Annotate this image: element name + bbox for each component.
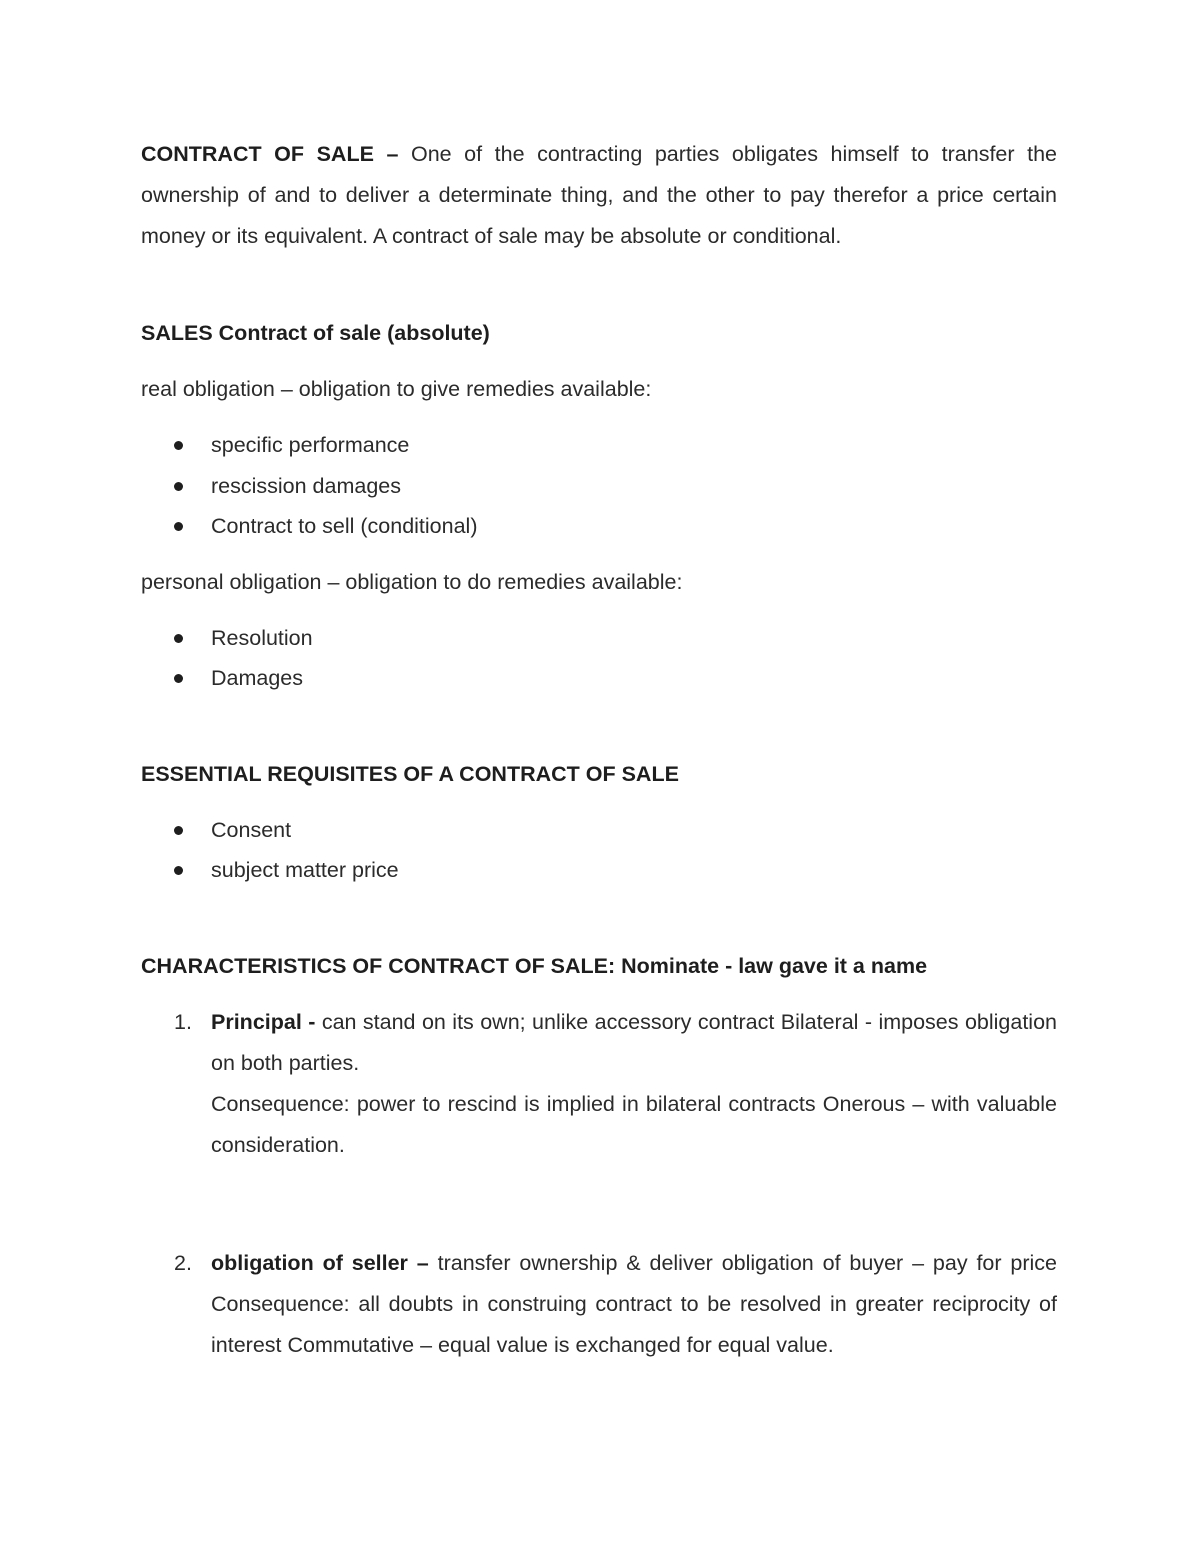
list-item: Consent (141, 810, 1057, 851)
bullet-icon (174, 866, 183, 875)
intro-definition: One of the contracting parties obligates himself to transfer the ownership of and to deliver a determinate thing, and the other to pay therefor a price certain money or its equivalent. A contract of sale may be absolute or conditional. (141, 142, 1057, 248)
real-obligation-line: real obligation – obligation to give remedies available: (141, 377, 652, 401)
item-term: obligation of seller – (211, 1250, 429, 1275)
list-number: 2. (174, 1250, 192, 1275)
bullet-icon (174, 522, 183, 531)
list-item (141, 1243, 1057, 1366)
personal-remedies-list (141, 618, 1057, 699)
sales-heading: SALES Contract of sale (absolute) (141, 321, 490, 345)
list-item: Resolution (141, 618, 1057, 659)
intro-term: CONTRACT OF SALE – (141, 142, 399, 166)
item-term: Principal - (211, 1009, 316, 1034)
real-remedies-list (141, 425, 1057, 547)
bullet-icon (174, 441, 183, 450)
requisites-heading: ESSENTIAL REQUISITES OF A CONTRACT OF SALE (141, 761, 679, 786)
characteristics-heading: CHARACTERISTICS OF CONTRACT OF SALE: Nominate - law gave it a name (141, 953, 928, 978)
list-item: specific performance (141, 425, 1057, 466)
bullet-icon (174, 482, 183, 491)
characteristics-list (141, 1002, 1057, 1366)
bullet-icon (174, 674, 183, 683)
list-item: subject matter price (141, 850, 1057, 891)
list-item (141, 1002, 1057, 1166)
list-item: rescission damages (141, 466, 1057, 507)
bullet-icon (174, 826, 183, 835)
item-text: can stand on its own; unlike accessory contract Bilateral - imposes obligation on both parties. (211, 1009, 1057, 1075)
bullet-icon (174, 634, 183, 643)
personal-obligation-line: personal obligation – obligation to do remedies available: (141, 569, 683, 594)
intro-paragraph (141, 134, 1057, 257)
list-item: Damages (141, 658, 1057, 699)
document-page (141, 134, 1057, 1366)
requisites-list (141, 810, 1057, 891)
item-consequence: Consequence: power to rescind is implied in bilateral contracts Onerous – with valuable consideration. (211, 1091, 1057, 1157)
list-item: Contract to sell (conditional) (141, 506, 1057, 547)
item-text: transfer ownership & deliver obligation of buyer – pay for price Consequence: all doubts in construing contract to be resolved in greater reciprocity of interest Commutative – equal value is exchanged for equal value. (211, 1250, 1058, 1357)
list-number: 1. (174, 1009, 192, 1034)
